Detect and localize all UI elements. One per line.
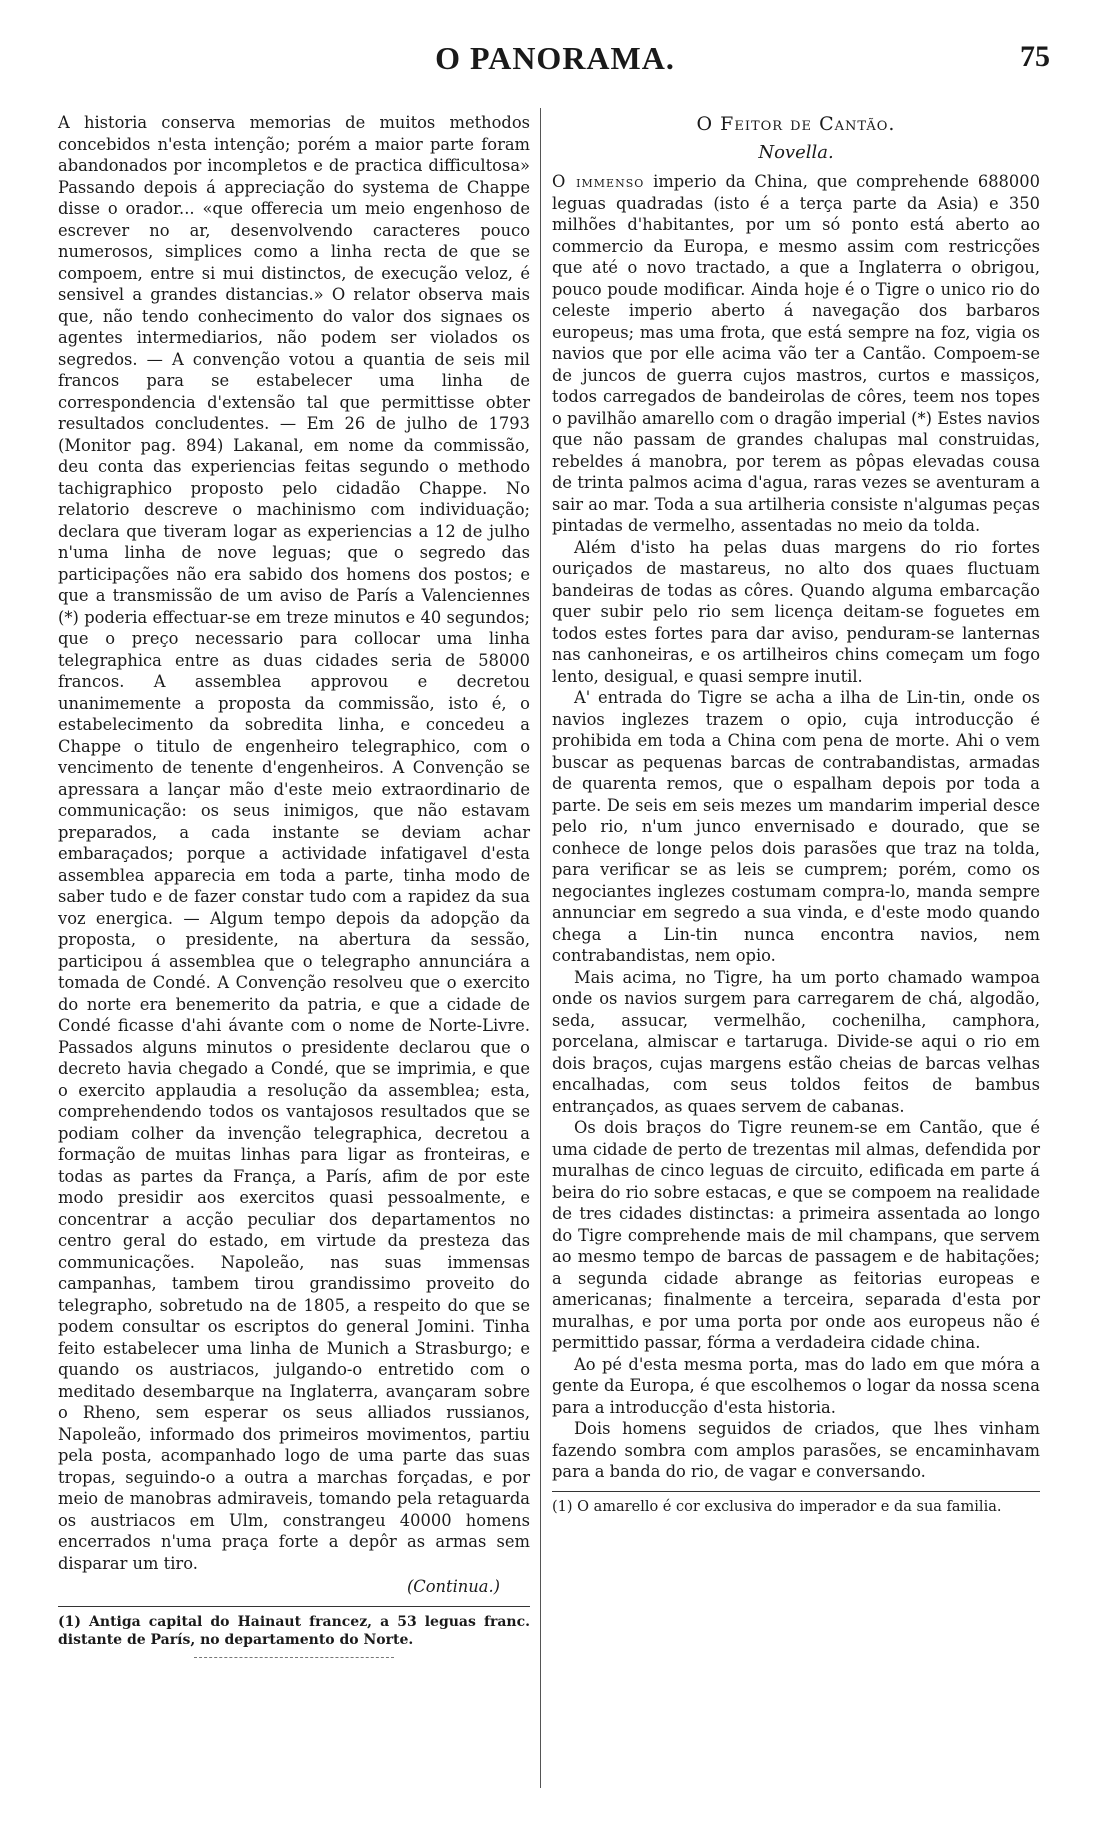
page-number: 75 bbox=[1020, 40, 1050, 73]
right-paragraph: Mais acima, no Tigre, ha um porto chamado wampoa onde os navios surgem para carregarem de chá, algodão, seda, assucar, vermelhão, cochenilha, camphora, porcelana, almiscar e tartaruga. Divide-se aqui o rio em dois braços, cujas margens estão cheias de barcas velhas encalhadas, com seus toldos feitos de bambus entrançados, as quaes servem de cabanas. bbox=[552, 967, 1040, 1116]
masthead bbox=[60, 40, 1050, 90]
right-column bbox=[552, 112, 1040, 1517]
journal-title: O PANORAMA. bbox=[435, 40, 675, 76]
right-paragraph bbox=[552, 171, 1040, 537]
lead-word: O immenso bbox=[552, 172, 645, 191]
right-paragraph: Dois homens seguidos de criados, que lhes vinham fazendo sombra com amplos parasões, se encaminhavam para a banda do rio, de vagar e conversando. bbox=[552, 1419, 1040, 1481]
end-rule bbox=[194, 1657, 394, 1658]
story-subtitle: Novella. bbox=[758, 141, 834, 163]
story-title: O Feitor de Cantão. bbox=[696, 113, 896, 135]
column-divider bbox=[540, 108, 541, 1788]
footnote-rule bbox=[552, 1491, 1040, 1492]
right-paragraph-text: imperio da China, que comprehende 688000 leguas quadradas (isto é a terça parte da Asia) e 350 milhões d'habitantes, por um só ponto está aberto ao commercio da Europa, e mesmo assim com restricções que até o novo tractado, a que a Inglaterra o obrigou, pouco poude modificar. Ainda hoje é o Tigre o unico rio do celeste imperio aberto á navegação dos barbaros europeus; mas uma frota, que está sempre na foz, vigia os navios que por elle acima vão ter a Cantão. Compoem-se de juncos de guerra cujos mastros, curtos e massiços, todos carregados de bandeirolas de côres, teem nos topes o pavilhão amarello com o dragão imperial (*) Estes navios que não passam de grandes chalupas mal construidas, rebeldes á manobra, por terem as pôpas elevadas cousa de trinta palmos acima d'agua, raras vezes se aventuram a sair ao mar. Toda a sua artilheria consiste n'algumas peças pintadas de vermelho, assentadas no meio da tolda. bbox=[552, 172, 1040, 535]
left-footnote: (1) Antiga capital do Hainaut francez, a 53 leguas franc. distante de París, no departamento do Norte. bbox=[58, 1613, 530, 1648]
continua-note: (Continua.) bbox=[406, 1577, 500, 1596]
footnote-rule bbox=[58, 1606, 530, 1607]
right-footnote: (1) O amarello é cor exclusiva do imperador e da sua familia. bbox=[552, 1498, 1002, 1515]
right-paragraph: Além d'isto ha pelas duas margens do rio fortes ouriçados de mastareus, no alto dos quaes fluctuam bandeiras de todas as côres. Quando alguma embarcação quer subir pelo rio sem licença deitam-se foguetes em todos estes fortes para dar aviso, penduram-se lanternas nas canhoneiras, e os artilheiros chins começam um fogo lento, desigual, e quasi sempre inutil. bbox=[552, 537, 1040, 686]
left-column bbox=[58, 112, 530, 1658]
right-paragraph: Ao pé d'esta mesma porta, mas do lado em que móra a gente da Europa, é que escolhemos o logar da nossa scena para a introducção d'esta historia. bbox=[552, 1354, 1040, 1417]
left-paragraph: A historia conserva memorias de muitos methodos concebidos n'esta intenção; porém a maior parte foram abandonados por incompletos e de practica difficultosa» Passando depois á appreciação do systema de Chappe disse o orador... «que offerecia um meio engenhoso de escrever no ar, desenvolvendo caracteres pouco numerosos, simplices como a linha recta de que se compoem, entre si mui distinctos, de execução veloz, é sensivel a grandes distancias.» O relator observa mais que, não tendo conhecimento do valor dos signaes os agentes intermediarios, não podem ser violados os segredos. — A convenção votou a quantia de seis mil francos para se estabelecer uma linha de correspondencia d'extensão tal que permittisse obter resultados concludentes. — Em 26 de julho de 1793 (Monitor pag. 894) Lakanal, em nome da commissão, deu conta das experiencias feitas segundo o methodo tachigraphico proposto pelo cidadão Chappe. No relatorio descreve o machinismo com individuação; declara que tiveram logar as experiencias a 12 de julho n'uma linha de nove leguas; que o segredo das participações não era sabido dos homens dos postos; e que a transmissão de um aviso de París a Valenciennes (*) poderia effectuar-se em treze minutos e 40 segundos; que o preço necessario para collocar uma linha telegraphica entre as duas cidades seria de 58000 francos. A assemblea approvou e decretou unanimemente a proposta da commissão, isto é, o estabelecimento da sobredita linha, e concedeu a Chappe o titulo de engenheiro telegraphico, com o vencimento de tenente d'engenheiros. A Convenção se apressara a lançar mão d'este meio extraordinario de communicação: os seus inimigos, que não estavam preparados, a cada instante se deviam achar embaraçados; porque a actividade infatigavel d'esta assemblea apparecia em toda a parte, tinha modo de saber tudo e de fazer constar tudo com a rapidez da sua voz energica. — Algum tempo depois da adopção da proposta, o presidente, na abertura da sessão, participou á assemblea que o telegrapho annunciára a tomada de Condé. A Convenção resolveu que o exercito do norte era benemerito da patria, e que a cidade de Condé ficasse d'ahi ávante com o nome de Norte-Livre. Passados alguns minutos o presidente declarou que o decreto havia chegado a Condé, que se imprimia, e que o exercito applaudia a resolução da assemblea; esta, comprehendendo todos os vantajosos resultados que se podiam colher da invenção telegraphica, decretou a formação de muitas linhas para ligar as fronteiras, e todas as partes da França, a París, afim de por este modo presidir aos exercitos quasi pessoalmente, e concentrar a acção peculiar dos departamentos no centro geral do estado, em virtude da presteza das communicações. Napoleão, nas suas immensas campanhas, tambem tirou grandissimo proveito do telegrapho, sobretudo na de 1805, a respeito do que se podem consultar os escriptos do general Jomini. Tinha feito estabelecer uma linha de Munich a Strasburgo; e quando os austriacos, julgando-o entretido com o meditado desembarque na Inglaterra, avançaram sobre o Rheno, sem esperar os seus alliados russianos, Napoleão, informado dos primeiros movimentos, partiu pela posta, acompanhado logo de uma parte das suas tropas, seguindo-o a outra a marchas forçadas, e por meio de manobras admiraveis, tomando pela retaguarda os austriacos em Ulm, constrangeu 40000 homens encerrados n'uma praça forte a depôr as armas sem disparar um tiro. bbox=[58, 113, 530, 1573]
right-paragraph: Os dois braços do Tigre reunem-se em Cantão, que é uma cidade de perto de trezentas mil almas, defendida por muralhas de cinco leguas de circuito, edificada em parte á beira do rio sobre estacas, e que se compoem na realidade de tres cidades distinctas: a primeira assentada ao longo do Tigre comprehende mais de mil champans, que servem ao mesmo tempo de barcas de passagem e de habitações; a segunda cidade abrange as feitorias europeas e americanas; finalmente a terceira, separada d'esta por muralhas, e por uma porta por onde aos europeus não é permittido passar, fórma a verdadeira cidade china. bbox=[552, 1118, 1040, 1352]
right-paragraph: A' entrada do Tigre se acha a ilha de Lin-tin, onde os navios inglezes trazem o opio, cuja introducção é prohibida em toda a China com pena de morte. Ahi o vem buscar as pequenas barcas de contrabandistas, armadas de quarenta remos, que o espalham depois por toda a parte. De seis em seis mezes um mandarim imperial desce pelo rio, n'um junco envernisado e dourado, que se conhece de longe pelos dois parasões que traz na tolda, para verificar se as leis se cumprem; porém, como os negociantes inglezes costumam compra-lo, manda sempre annunciar em segredo a sua vinda, e d'este modo quando chega a Lin-tin nunca encontra navios, nem contrabandistas, nem opio. bbox=[552, 688, 1040, 965]
